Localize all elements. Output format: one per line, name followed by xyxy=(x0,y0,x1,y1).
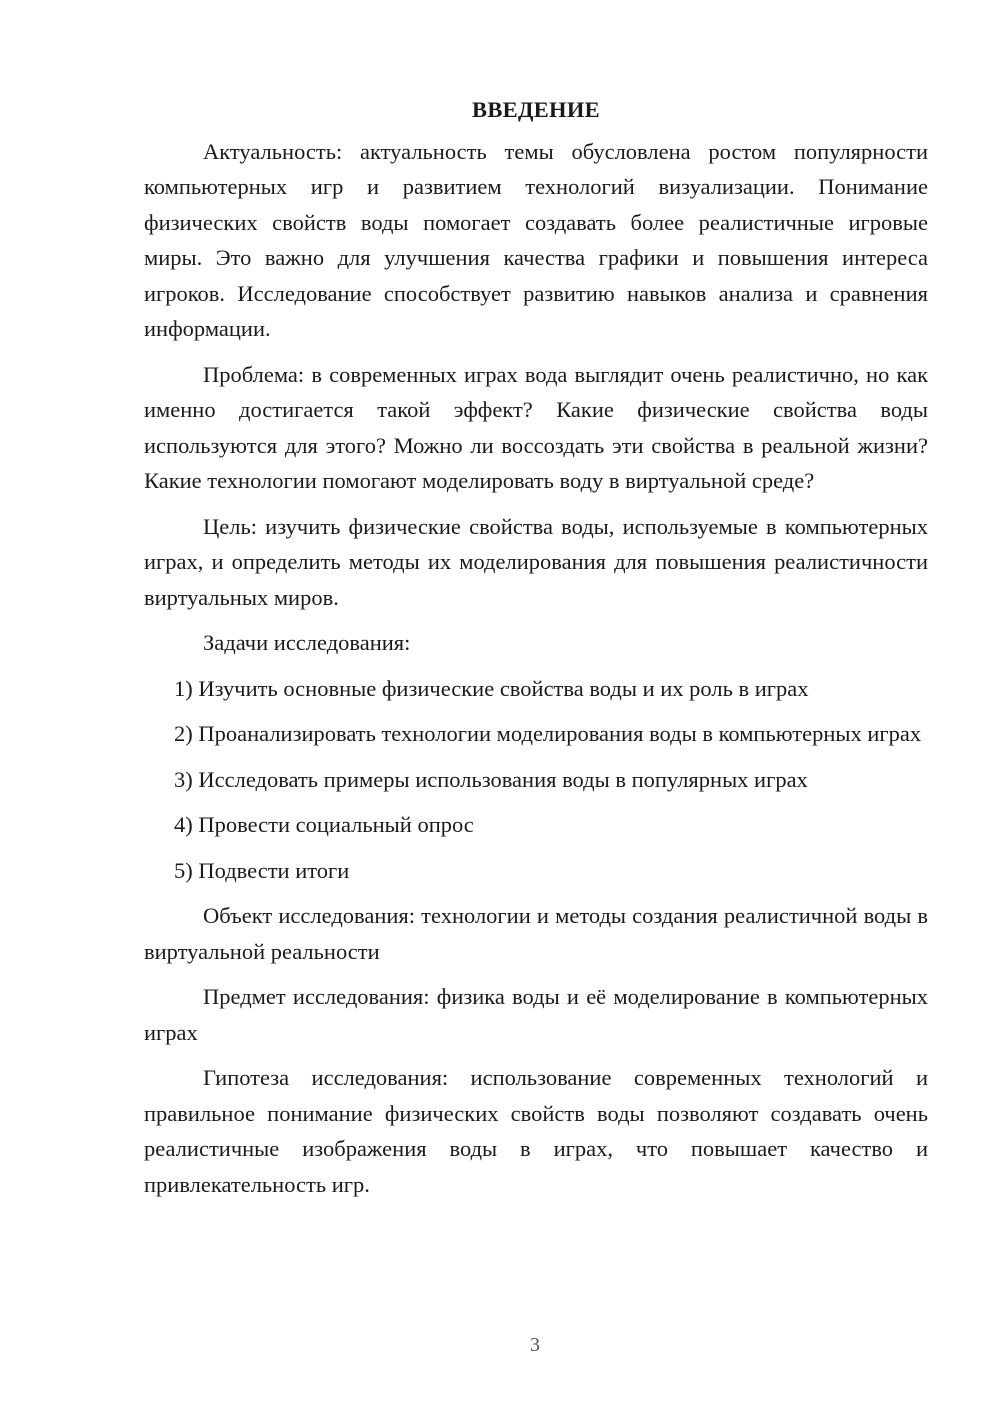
list-item: 3) Исследовать примеры использования воды в популярных играх xyxy=(174,766,808,792)
list-item: 4) Провести социальный опрос xyxy=(174,812,474,837)
paragraph-problem: Проблема: в современных играх вода выглядит очень реалистично, но как именно достигается такой эффект? Какие физические свойства воды используются для этого? Можно ли воссоздать эти свойства в реальной жизни? Какие технологии помогают моделировать воду в виртуальной среде? xyxy=(144,361,928,493)
list-item: 5) Подвести итоги xyxy=(174,857,350,883)
paragraph-goal: Цель: изучить физические свойства воды, используемые в компьютерных играх, и определить методы их моделирования для повышения реалистичности виртуальных миров. xyxy=(144,513,928,610)
tasks-heading: Задачи исследования: xyxy=(203,630,411,655)
page-title: ВВЕДЕНИЕ xyxy=(472,97,600,122)
paragraph-relevance: Актуальность: актуальность темы обусловлена ростом популярности компьютерных игр и развитием технологий визуализации. Понимание физических свойств воды помогает создавать более реалистичные игровые миры. Это важно для улучшения качества графики и повышения интереса игроков. Исследование способствует развитию навыков анализа и сравнения информации. xyxy=(144,138,928,341)
list-item: 1) Изучить основные физические свойства воды и их роль в играх xyxy=(174,675,809,701)
tasks-list xyxy=(144,671,928,889)
paragraph-object: Объект исследования: технологии и методы создания реалистичной воды в виртуальной реальности xyxy=(144,903,928,964)
page-number: 3 xyxy=(530,1334,540,1356)
paragraph-subject: Предмет исследования: физика воды и её моделирование в компьютерных играх xyxy=(144,984,928,1045)
paragraph-hypothesis: Гипотеза исследования: использование современных технологий и правильное понимание физических свойств воды позволяют создавать очень реалистичные изображения воды в играх, что повышает качество и привлекательность игр. xyxy=(144,1065,928,1197)
document-page xyxy=(144,92,928,1212)
list-item: 2) Проанализировать технологии моделирования воды в компьютерных играх xyxy=(174,721,922,746)
